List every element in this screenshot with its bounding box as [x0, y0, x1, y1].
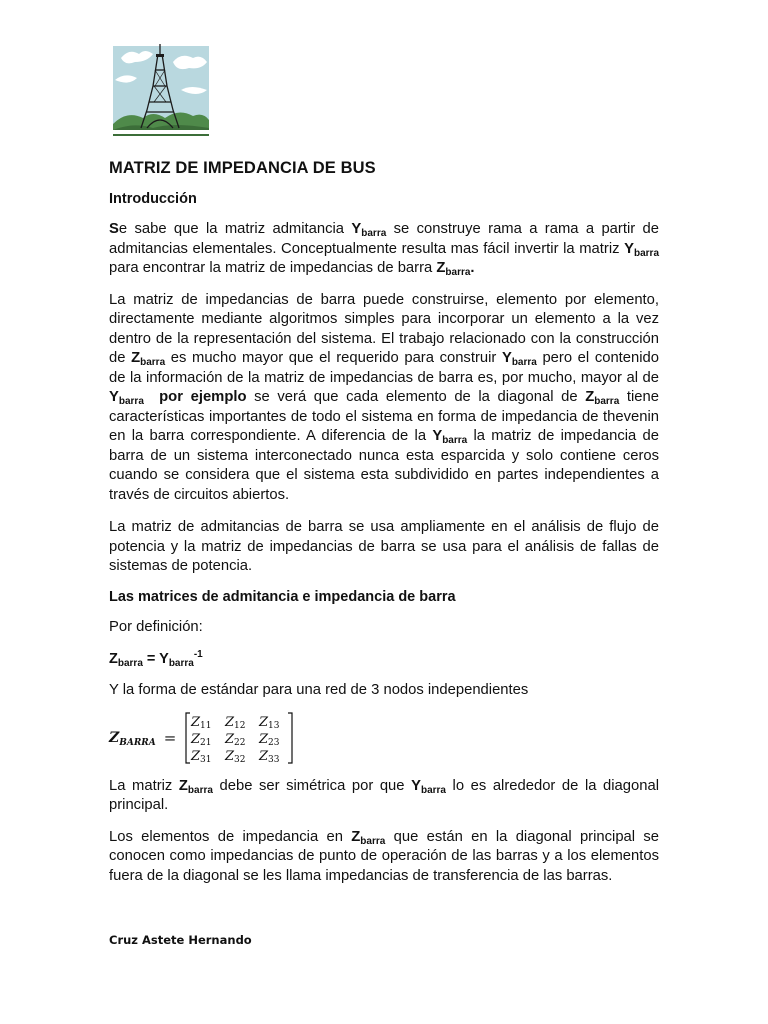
- paragraph-intro: Se sabe que la matriz admitancia $Y_{barra}$ se construye rama a rama a partir de admitancias elementales. Conceptualmente resulta mas fácil invertir la matriz $Y_{barra}$ para encontrar la matriz de impedancias de barra $Z_{barra}$.: [109, 221, 659, 278]
- definition-label: Por definición:: [109, 618, 203, 635]
- paragraph-simetrica: La matriz $Z_{barra}$ debe ser simétrica por que $Y_{barra}$ lo es alrededor de la diagonal principal.: [109, 777, 659, 813]
- matrix-equals: =: [163, 728, 177, 747]
- section-heading-matrices: Las matrices de admitancia e impedancia de barra: [109, 588, 456, 605]
- inverse-formula: $Z_{barra} = Y_{barra}^{-1}$: [109, 649, 203, 669]
- matrix-cell: Z32: [225, 748, 246, 765]
- matrix-cell: Z13: [259, 714, 280, 731]
- matrix-cell: Z33: [259, 748, 280, 765]
- paragraph-construccion: La matriz de impedancias de barra puede construirse, elemento por elemento, directamente mediante algoritmos simples para incorporar un elemento a la vez dentro de la representación del sistema. El trabajo relacionado con la construcción de $Z_{barra}$ es mucho mayor que el requerido para construir $Y_{barra}$ pero el contenido de la información de la matriz de impedancias de barra es, por mucho, mayor al de $Y_{barra}$ por ejemplo se verá que cada elemento de la diagonal de $Z_{barra}$ tiene características importantes de todo el sistema en forma de impedancia de thevenin en la barra correspondiente. A diferencia de la $Y_{barra}$ la matriz de impedancia de barra de un sistema interconectado nunca esta esparcida y solo contiene ceros cuando se considera que el sistema esta subdividido en partes independientes a través de circuitos abiertos.: [109, 291, 659, 503]
- footer-author: Cruz Astete Hernando: [109, 933, 252, 947]
- matrix-lhs: $Z_{BARRA}$: [109, 729, 156, 748]
- paragraph-usos: La matriz de admitancias de barra se usa ampliamente en el análisis de flujo de potencia y la matriz de impedancias de barra se usa para el análisis de fallas de sistemas de potencia.: [109, 519, 659, 574]
- matrix-cell: Z21: [191, 731, 212, 748]
- document-page: [109, 40, 659, 886]
- eiffel-tower-image: [111, 40, 213, 140]
- matrix-cell: Z22: [225, 731, 246, 748]
- matrix-cell: Z23: [259, 731, 280, 748]
- section-heading-introduccion: Introducción: [109, 191, 197, 207]
- page-title: MATRIZ DE IMPEDANCIA DE BUS: [109, 159, 376, 177]
- matrix-cell: Z31: [191, 748, 212, 765]
- z-barra-matrix: [109, 709, 659, 767]
- matrix-bracket-grid: [184, 711, 294, 765]
- paragraph-forma: Y la forma de estándar para una red de 3 nodos independientes: [109, 682, 529, 698]
- matrix-cell: Z11: [191, 714, 212, 731]
- matrix-cell: Z12: [225, 714, 246, 731]
- paragraph-elementos: Los elementos de impedancia en $Z_{barra}$ que están en la diagonal principal se conocen como impedancias de punto de operación de las barras y a los elementos fuera de la diagonal se les llama impedancias de transferencia de las barras.: [109, 828, 659, 884]
